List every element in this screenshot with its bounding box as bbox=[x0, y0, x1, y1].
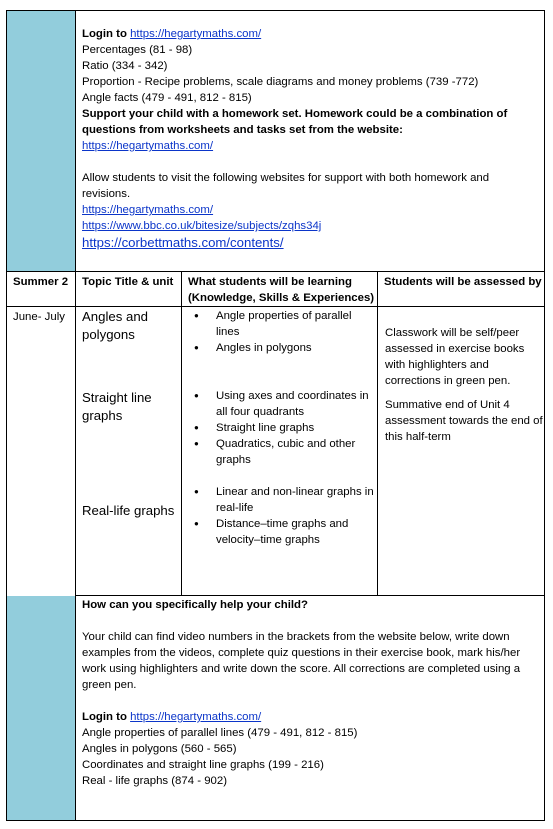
list-item: ● Distance–time graphs and velocity–time graphs bbox=[188, 516, 374, 548]
help-section bbox=[82, 597, 537, 789]
topic-line: Angles in polygons (560 - 565) bbox=[82, 743, 237, 755]
unit-title: Angles and polygons bbox=[82, 309, 148, 342]
allow-text: Allow students to visit the following websites for support with both homework and revisions. bbox=[82, 172, 490, 200]
grid-line bbox=[377, 272, 378, 596]
bbc-bitesize-link[interactable]: https://www.bbc.co.uk/bitesize/subjects/zqhs34j bbox=[82, 220, 322, 232]
unit-title: Real-life graphs bbox=[82, 503, 175, 518]
list-item: ● Angle properties of parallel lines bbox=[188, 308, 374, 340]
assessment-cell bbox=[385, 325, 543, 445]
help-heading: How can you specifically help your child? bbox=[82, 599, 308, 611]
hegartymaths-link[interactable]: https://hegartymaths.com/ bbox=[82, 140, 214, 152]
help-body: Your child can find video numbers in the brackets from the website below, write down examples from the videos, complete quiz questions in their exercise book, mark his/her work using highlighters and write down the score. All corrections are completed using a green pen. bbox=[82, 631, 521, 691]
hegartymaths-link[interactable]: https://hegartymaths.com/ bbox=[82, 204, 214, 216]
login-label: Login to bbox=[82, 28, 127, 40]
grid-line bbox=[181, 272, 182, 596]
list-item: ● Straight line graphs bbox=[188, 420, 374, 436]
learning-list bbox=[188, 388, 374, 468]
term-header: Summer 2 bbox=[13, 276, 69, 288]
assessment-text: Classwork will be self/peer assessed in exercise books with highlighters and corrections in green pen. bbox=[385, 327, 525, 387]
list-item: ● Quadratics, cubic and other graphs bbox=[188, 436, 374, 468]
learning-list bbox=[188, 308, 374, 356]
topic-line: Proportion - Recipe problems, scale diagrams and money problems (739 -772) bbox=[82, 76, 479, 88]
support-text: Support your child with a homework set. Homework could be a combination of questions from worksheets and tasks set from the website: bbox=[82, 108, 508, 136]
top-section bbox=[82, 26, 537, 252]
grid-line bbox=[75, 10, 76, 821]
list-item: ● Angles in polygons bbox=[188, 340, 374, 356]
topic-line: Angle facts (479 - 491, 812 - 815) bbox=[82, 92, 252, 104]
assessment-text: Summative end of Unit 4 assessment towards the end of this half-term bbox=[385, 399, 543, 443]
assessed-header: Students will be assessed by bbox=[384, 276, 542, 288]
topic-line: Percentages (81 - 98) bbox=[82, 44, 193, 56]
unit-title: Straight line graphs bbox=[82, 390, 152, 423]
period-cell: June- July bbox=[13, 311, 65, 323]
topic-line: Real - life graphs (874 - 902) bbox=[82, 775, 227, 787]
list-item: ● Linear and non-linear graphs in real-life bbox=[188, 484, 374, 516]
corbettmaths-link[interactable]: https://corbettmaths.com/contents/ bbox=[82, 235, 284, 250]
grid-line bbox=[75, 595, 545, 596]
learning-header: What students will be learning (Knowledge, Skills & Experiences) bbox=[188, 276, 375, 304]
topic-header: Topic Title & unit bbox=[82, 276, 174, 288]
topic-line: Angle properties of parallel lines (479 - 491, 812 - 815) bbox=[82, 727, 358, 739]
hegartymaths-link[interactable]: https://hegartymaths.com/ bbox=[130, 711, 262, 723]
hegartymaths-link[interactable]: https://hegartymaths.com/ bbox=[130, 28, 262, 40]
grid-line bbox=[6, 306, 545, 307]
grid-line bbox=[6, 271, 545, 272]
login-label: Login to bbox=[82, 711, 127, 723]
list-item: ● Using axes and coordinates in all four quadrants bbox=[188, 388, 374, 420]
topic-line: Coordinates and straight line graphs (199 - 216) bbox=[82, 759, 324, 771]
learning-list bbox=[188, 484, 374, 548]
topic-line: Ratio (334 - 342) bbox=[82, 60, 168, 72]
